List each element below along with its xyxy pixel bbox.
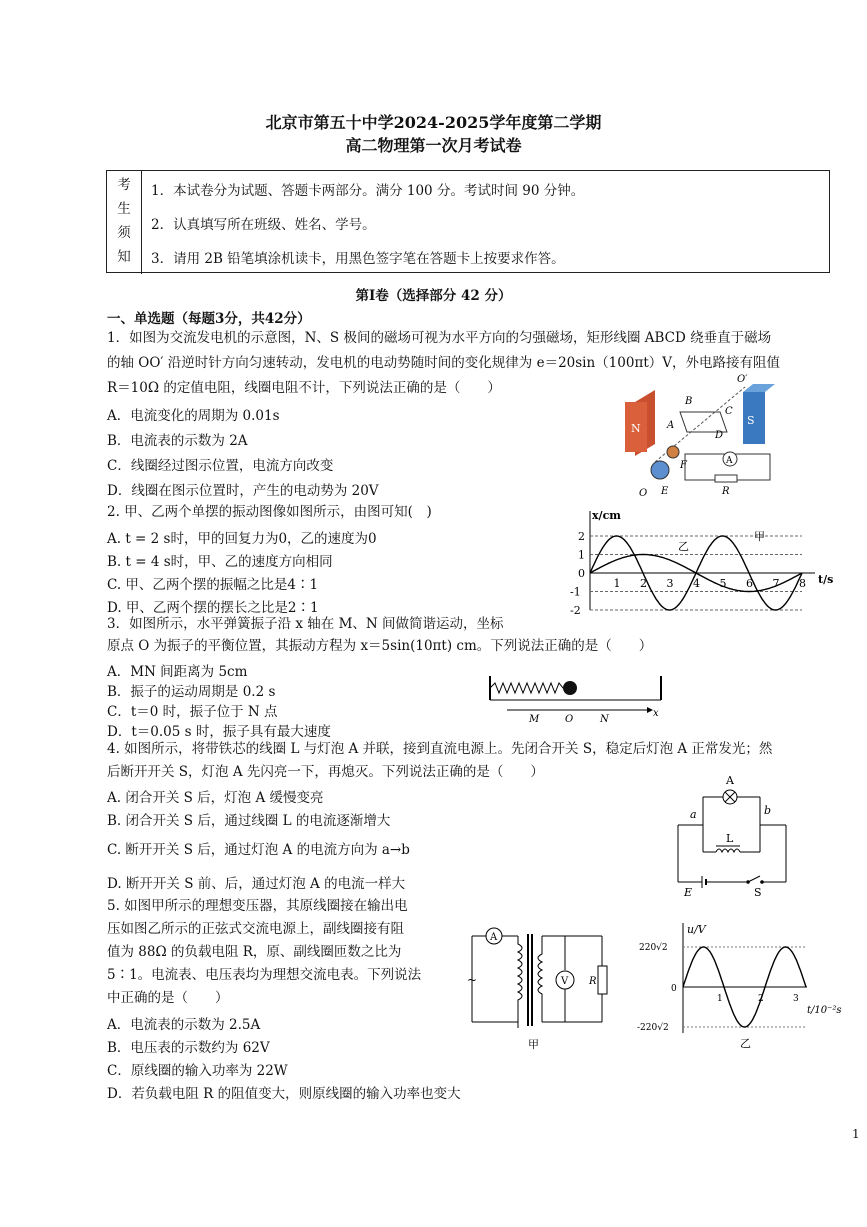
q2-xtick: 5 bbox=[719, 577, 727, 590]
q2-ytick: 0 bbox=[578, 567, 585, 580]
q4-line: 后断开开关 S，灯泡 A 先闪亮一下，再熄灭。下列说法正确的是（ ） bbox=[107, 764, 544, 780]
label-m: M bbox=[529, 714, 540, 724]
chart-caption: 乙 bbox=[740, 1037, 751, 1050]
q2-ytick: 1 bbox=[578, 548, 585, 562]
part-title: 第Ⅰ卷（选择部分 42 分） bbox=[355, 288, 512, 304]
q2-xtick: 1 bbox=[613, 577, 621, 590]
inductor-icon bbox=[716, 849, 740, 852]
q5-line: 值为 88Ω 的负载电阻 R，原、副线圈匝数之比为 bbox=[107, 944, 402, 960]
q3-line: 3．如图所示，水平弹簧振子沿 x 轴在 M、N 间做简谐运动，坐标 bbox=[107, 616, 504, 632]
notice-item: 1．本试卷分为试题、答题卡两部分。满分 100 分。考试时间 90 分钟。 bbox=[151, 183, 585, 199]
label-r: R bbox=[722, 486, 730, 497]
q2-option-d: D. 甲、乙两个摆的摆长之比是2∶1 bbox=[107, 600, 319, 616]
q3-option-d: D．t＝0.05 s 时，振子具有最大速度 bbox=[107, 724, 331, 740]
south-label: S bbox=[747, 414, 755, 427]
q2-option-b: B. t = 4 s时，甲、乙的速度方向相同 bbox=[107, 554, 333, 570]
notice-char: 生 bbox=[117, 201, 131, 217]
notice-item: 3．请用 2B 铅笔填涂机读卡，用黑色签字笔在答题卡上按要求作答。 bbox=[151, 251, 565, 267]
q1-line: 1．如图为交流发电机的示意图，N、S 极间的磁场可视为水平方向的匀强磁场，矩形线圈 ABCD 绕垂直于磁场 bbox=[107, 330, 772, 346]
label-o: O bbox=[565, 714, 574, 724]
notice-char: 知 bbox=[117, 249, 131, 265]
ac-source-icon: ~ bbox=[467, 973, 478, 987]
label-o2: O′ bbox=[737, 374, 748, 385]
q4-option-a: A. 闭合开关 S 后，灯泡 A 缓慢变亮 bbox=[107, 790, 324, 806]
q2-xtick: 2 bbox=[640, 577, 647, 590]
q1-line: 的轴 OO′ 沿逆时针方向匀速转动，发电机的电动势随时间的变化规律为 e＝20sin（100πt）V，外电路接有阻值 bbox=[107, 355, 780, 371]
q3-line: 原点 O 为振子的平衡位置，其振动方程为 x＝5sin(10πt) cm。下列说法正确的是（ ） bbox=[107, 638, 653, 654]
ammeter-label: A bbox=[726, 456, 733, 466]
spring-oscillator-figure bbox=[485, 672, 670, 724]
q5-ylabel: u/V bbox=[687, 923, 706, 936]
spring-icon bbox=[490, 683, 565, 693]
q2-option-c: C. 甲、乙两个摆的振幅之比是4∶1 bbox=[107, 577, 319, 593]
label-f: F bbox=[680, 460, 687, 471]
label-s: S bbox=[754, 886, 762, 898]
q4-line: 4. 如图所示，将带铁芯的线圈 L 与灯泡 A 并联，接到直流电源上。先闭合开关 S，稳定后灯泡 A 正常发光；然 bbox=[107, 741, 773, 757]
q5-ytick: 0 bbox=[671, 984, 677, 994]
q5-line: 中正确的是（ ） bbox=[107, 990, 229, 1006]
q2-xtick: 6 bbox=[746, 577, 753, 590]
ammeter-label: A bbox=[490, 932, 498, 943]
q2-stem: 2. 甲、乙两个单摆的振动图像如图所示，由图可知( ) bbox=[107, 504, 432, 520]
q4-option-c: C. 断开开关 S 后，通过灯泡 A 的电流方向为 a→b bbox=[107, 842, 410, 858]
lc-circuit-figure bbox=[668, 770, 798, 898]
q1-option-a: A．电流变化的周期为 0.01s bbox=[107, 408, 280, 424]
q5-ytick: -220√2 bbox=[637, 1023, 669, 1033]
q2-ytick: -1 bbox=[570, 585, 581, 599]
q5-xlabel: t/10⁻²s bbox=[807, 1005, 842, 1016]
section-title: 一、单选题（每题3分，共42分） bbox=[107, 311, 311, 327]
secondary-coil-icon bbox=[538, 936, 542, 1022]
q1-option-b: B．电流表的示数为 2A bbox=[107, 433, 248, 449]
notice-char: 须 bbox=[117, 225, 131, 241]
label-x: x bbox=[653, 708, 659, 719]
voltmeter-label: V bbox=[561, 976, 569, 987]
q2-ytick: 2 bbox=[578, 530, 585, 543]
q4-option-d: D. 断开开关 S 前、后，通过灯泡 A 的电流一样大 bbox=[107, 876, 406, 892]
notice-char: 考 bbox=[117, 177, 131, 193]
q2-xtick: 8 bbox=[799, 577, 806, 590]
transformer-circuit-figure bbox=[462, 922, 622, 1052]
q5-option-c: C．原线圈的输入功率为 22W bbox=[107, 1063, 288, 1079]
q5-voltage-chart bbox=[635, 915, 850, 1055]
resistor-icon bbox=[598, 966, 607, 994]
q1-line: R＝10Ω 的定值电阻，线圈电阻不计，下列说法正确的是（ ） bbox=[107, 380, 501, 396]
notice-side bbox=[107, 171, 142, 274]
resistor-icon bbox=[715, 475, 737, 482]
q5-xtick: 3 bbox=[793, 994, 799, 1004]
q2-ytick: -2 bbox=[570, 604, 581, 617]
q2-xtick: 7 bbox=[772, 577, 780, 590]
q2-ylabel: x/cm bbox=[592, 509, 621, 522]
q2-xlabel: t/s bbox=[818, 573, 834, 586]
circuit-caption: 甲 bbox=[528, 1038, 539, 1051]
label-e: E bbox=[661, 486, 669, 497]
label-o: O bbox=[639, 488, 648, 499]
q2-xtick: 4 bbox=[693, 577, 700, 590]
generator-figure bbox=[625, 372, 775, 502]
north-label: N bbox=[631, 422, 641, 435]
label-d: D bbox=[715, 430, 724, 441]
page-number: 1 bbox=[852, 1127, 860, 1141]
q5-xtick: 2 bbox=[758, 994, 764, 1004]
switch-icon bbox=[748, 876, 760, 882]
q1-option-c: C．线圈经过图示位置，电流方向改变 bbox=[107, 458, 334, 474]
notice-item: 2．认真填写所在班级、姓名、学号。 bbox=[151, 217, 376, 233]
q5-line: 压如图乙所示的正弦式交流电源上，副线圈接有阻 bbox=[107, 921, 404, 937]
primary-coil-icon bbox=[518, 936, 522, 1028]
q2-legend-jia: 甲 bbox=[754, 530, 765, 543]
q2-option-a: A. t = 2 s时，甲的回复力为0，乙的速度为0 bbox=[107, 531, 377, 547]
q2-oscillation-chart bbox=[570, 505, 845, 617]
resistor-label: R bbox=[589, 976, 597, 987]
q5-xtick: 1 bbox=[717, 994, 723, 1004]
q5-ytick: 220√2 bbox=[639, 943, 668, 953]
q5-option-d: D．若负载电阻 R 的阻值变大，则原线圈的输入功率也变大 bbox=[107, 1086, 461, 1102]
label-b: B bbox=[685, 396, 693, 407]
exam-title-line2: 高二物理第一次月考试卷 bbox=[345, 136, 522, 155]
label-c: C bbox=[725, 406, 733, 417]
q5-line: 5. 如图甲所示的理想变压器，其原线圈接在输出电 bbox=[107, 898, 408, 914]
q1-option-d: D．线圈在图示位置时，产生的电动势为 20V bbox=[107, 483, 379, 499]
label-a: a bbox=[690, 808, 697, 821]
q3-option-c: C．t＝0 时，振子位于 N 点 bbox=[107, 704, 278, 720]
notice-box bbox=[106, 170, 830, 273]
label-n: N bbox=[600, 714, 609, 724]
q2-legend-yi: 乙 bbox=[678, 540, 689, 553]
q2-xtick: 3 bbox=[666, 577, 674, 590]
q5-line: 5∶1。电流表、电压表均为理想交流电表。下列说法 bbox=[107, 967, 422, 983]
inductor-label: L bbox=[726, 832, 734, 845]
label-b: b bbox=[764, 804, 772, 817]
q4-option-b: B. 闭合开关 S 后，通过线圈 L 的电流逐渐增大 bbox=[107, 813, 391, 829]
oscillator-ball bbox=[563, 681, 577, 695]
label-e: E bbox=[684, 886, 693, 898]
lamp-label: A bbox=[726, 774, 734, 787]
label-a: A bbox=[667, 420, 675, 431]
q5-option-b: B．电压表的示数约为 62V bbox=[107, 1040, 270, 1056]
exam-title-line1: 北京市第五十中学2024-2025学年度第二学期 bbox=[265, 113, 602, 132]
q5-option-a: A．电流表的示数为 2.5A bbox=[107, 1017, 261, 1033]
q3-option-a: A．MN 间距离为 5cm bbox=[107, 664, 248, 680]
q3-option-b: B．振子的运动周期是 0.2 s bbox=[107, 684, 276, 700]
